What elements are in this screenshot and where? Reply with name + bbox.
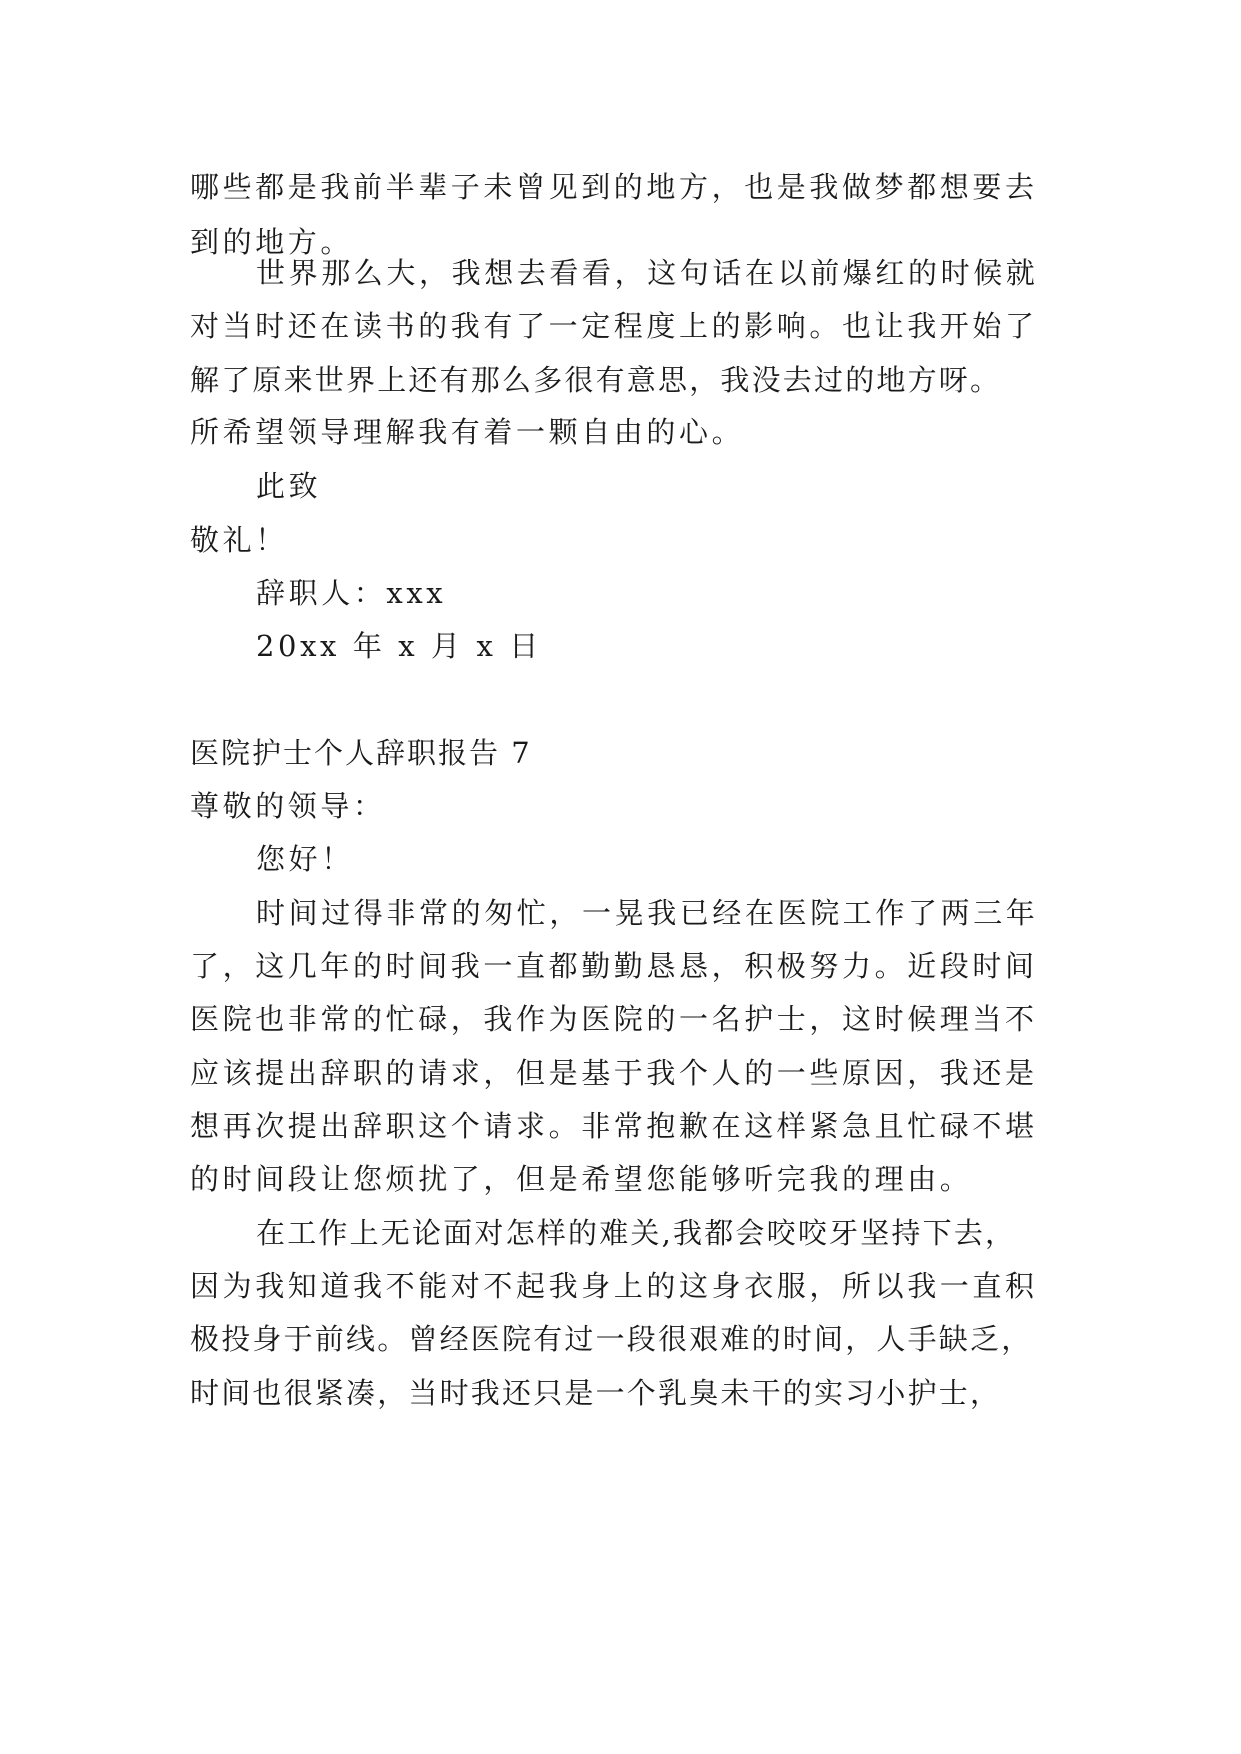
paragraph-line: 世界那么大，我想去看看，这句话在以前爆红的时候就 [256,256,1039,290]
paragraph-line: 对当时还在读书的我有了一定程度上的影响。也让我开始了 [190,309,1038,343]
paragraph-line: 想再次提出辞职这个请求。非常抱歉在这样紧急且忙碌不堪 [190,1109,1038,1143]
paragraph-line: 所希望领导理解我有着一颗自由的心。 [190,415,745,449]
paragraph-line: 了，这几年的时间我一直都勤勤恳恳，积极努力。近段时间 [190,949,1038,983]
paragraph-line: 极投身于前线。曾经医院有过一段很艰难的时间，人手缺乏， [190,1322,1033,1356]
salute-text: 敬礼！ [190,523,288,557]
paragraph-line: 应该提出辞职的请求，但是基于我个人的一些原因，我还是 [190,1056,1038,1090]
text-line: 到的地方。 [190,225,354,259]
section-title: 医院护士个人辞职报告 7 [190,736,532,770]
paragraph-line: 医院也非常的忙碌，我作为医院的一名护士，这时候理当不 [190,1002,1038,1036]
paragraph-line: 的时间段让您烦扰了，但是希望您能够听完我的理由。 [190,1162,973,1196]
text-line: 哪些都是我前半辈子未曾见到的地方，也是我做梦都想要去 [190,170,1038,204]
paragraph-line: 解了原来世界上还有那么多很有意思，我没去过的地方呀。 [190,363,1002,397]
paragraph-line: 在工作上无论面对怎样的难关,我都会咬咬牙坚持下去， [256,1216,1017,1250]
date-text: 20xx 年 x 月 x 日 [256,629,542,663]
closing-text: 此致 [256,469,322,503]
recipient-text: 尊敬的领导： [190,789,386,823]
signature-text: 辞职人：xxx [256,576,447,610]
paragraph-line: 时间过得非常的匆忙，一晃我已经在医院工作了两三年 [256,896,1039,930]
paragraph-line: 时间也很紧凑，当时我还只是一个乳臭未干的实习小护士， [190,1376,1002,1410]
paragraph-line: 因为我知道我不能对不起我身上的这身衣服，所以我一直积 [190,1269,1038,1303]
greeting-text: 您好！ [256,842,354,876]
